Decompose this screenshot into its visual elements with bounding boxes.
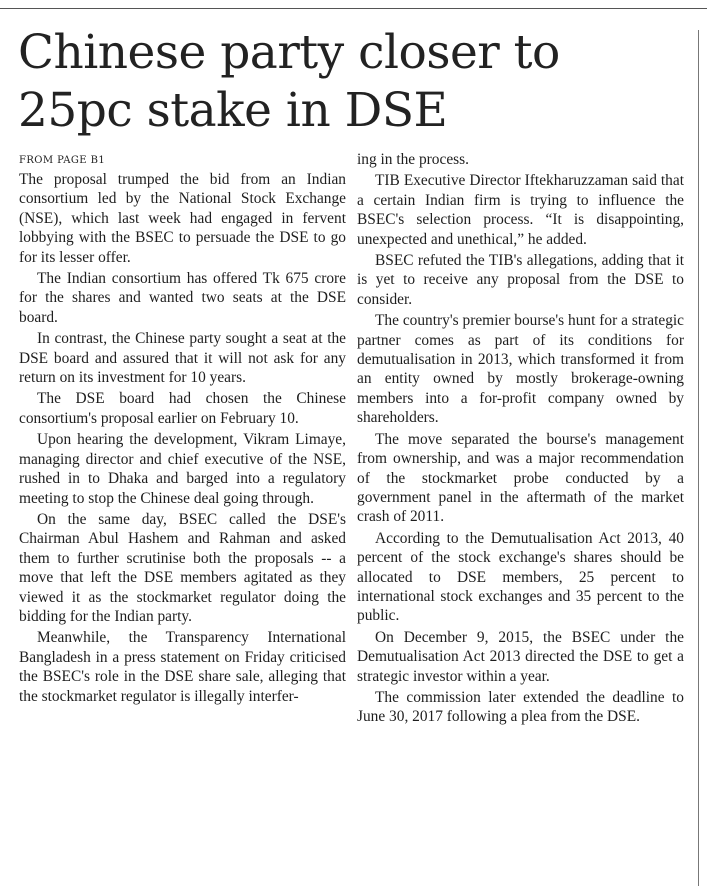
kicker: FROM PAGE B1 bbox=[19, 155, 106, 166]
paragraph: Upon hearing the development, Vikram Limaye, managing director and chief executive of the NSE, rushed in to Dhaka and barged into a regulatory meeting to stop the Chinese deal going through. bbox=[19, 431, 346, 507]
paragraph: BSEC refuted the TIB's allegations, adding that it is yet to receive any proposal from the DSE to consider. bbox=[357, 252, 684, 308]
paragraph: According to the Demutualisation Act 2013, 40 percent of the stock exchange's shares should be allocated to DSE members, 25 percent to international stock exchanges and 35 percent to the public. bbox=[357, 529, 684, 625]
paragraph: The commission later extended the deadline to June 30, 2017 following a plea from the DSE. bbox=[357, 688, 684, 726]
paragraph: The country's premier bourse's hunt for a strategic partner comes as part of its conditions for demutualisation in 2013, which transformed it from an entity owned by mostly brokerage-owning members into a for-profit company owned by shareholders. bbox=[357, 312, 684, 427]
paragraph: The Indian consortium has offered Tk 675 crore for the shares and wanted two seats at the DSE board. bbox=[19, 270, 346, 326]
paragraph: Meanwhile, the Transparency International Bangladesh in a press statement on Friday criticised the BSEC's role in the DSE share sale, alleging that the stockmarket regulator is illegally interfer- bbox=[19, 629, 346, 705]
paragraph: On December 9, 2015, the BSEC under the Demutualisation Act 2013 directed the DSE to get a strategic investor within a year. bbox=[357, 628, 684, 685]
paragraph: In contrast, the Chinese party sought a seat at the DSE board and assured that it will not ask for any return on its investment for 10 years. bbox=[19, 330, 346, 387]
paragraph: The DSE board had chosen the Chinese consortium's proposal earlier on February 10. bbox=[19, 390, 346, 427]
paragraph: On the same day, BSEC called the DSE's Chairman Abul Hashem and Rahman and asked them to further scrutinise both the proposals -- a move that left the DSE members agitated as they viewed it as the stockmarket regulator doing the bidding for the Indian party. bbox=[19, 510, 346, 625]
headline: Chinese party closer to 25pc stake in DSE bbox=[18, 25, 560, 138]
paragraph: TIB Executive Director Iftekharuzzaman said that a certain Indian firm is trying to influence the BSEC's selection process. “It is disappointing, unexpected and unethical,” he added. bbox=[357, 172, 684, 248]
column-divider-rule bbox=[698, 30, 699, 886]
article-column-left bbox=[19, 150, 346, 706]
paragraph: The move separated the bourse's management from ownership, and was a major recommendation of the stockmarket probe conducted by a government panel in the aftermath of the market crash of 2011. bbox=[357, 430, 684, 526]
article-column-right bbox=[357, 150, 684, 727]
paragraph: The proposal trumped the bid from an Indian consortium led by the National Stock Exchange (NSE), which last week had engaged in fervent lobbying with the BSEC to persuade the DSE to go for its lesser offer. bbox=[19, 171, 346, 266]
top-rule bbox=[0, 8, 707, 9]
paragraph: ing in the process. bbox=[357, 151, 469, 168]
